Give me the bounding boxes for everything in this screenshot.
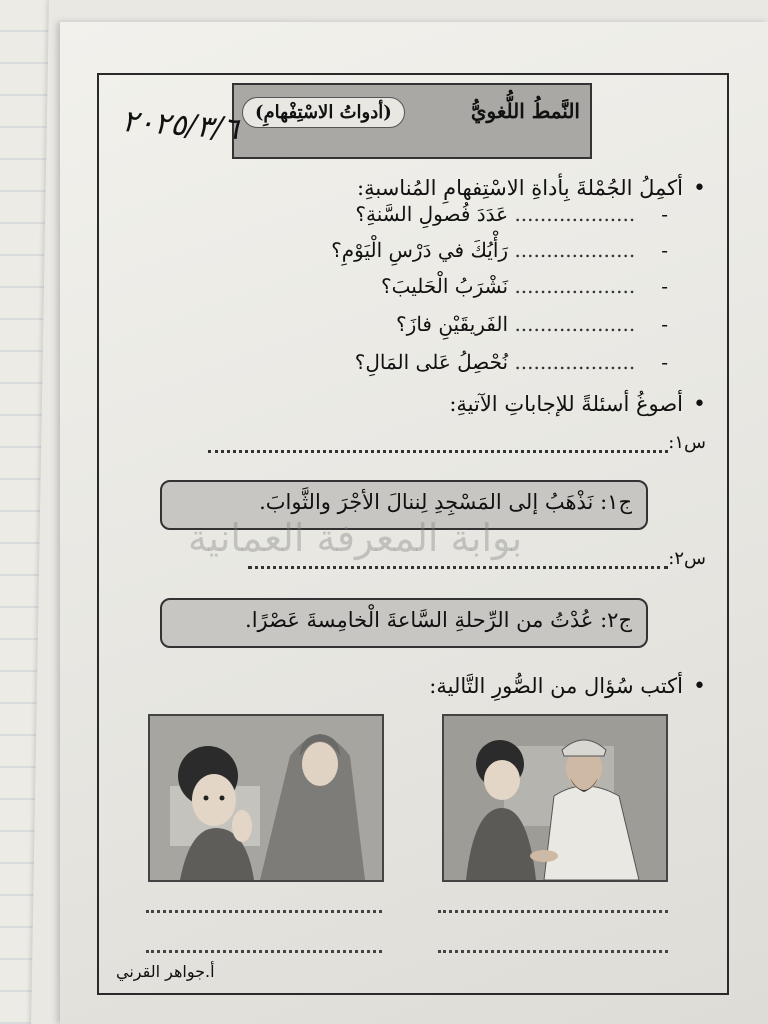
question2-label: س٢: bbox=[668, 548, 706, 569]
boy-and-grandfather-illustration bbox=[444, 716, 666, 880]
bullet: • bbox=[693, 176, 706, 201]
boy-and-mother-illustration bbox=[150, 716, 382, 880]
question1-label: س١: bbox=[668, 432, 706, 453]
answer2-text: ج٢: عُدْتُ من الرِّحلةِ السَّاعةَ الْخامِسةَ عَصْرًا. bbox=[245, 608, 632, 632]
blank: ................... bbox=[514, 274, 636, 298]
question2-blank[interactable] bbox=[248, 548, 668, 569]
item-text: عَدَدَ فُصولِ السَّنةِ؟ bbox=[355, 202, 509, 226]
item-text: نَشْرَبُ الْحَليبَ؟ bbox=[380, 274, 509, 298]
answer2-box bbox=[160, 598, 648, 648]
blank: ................... bbox=[514, 350, 636, 374]
item-text: الفَريقَيْنِ فازَ؟ bbox=[396, 312, 509, 336]
item-text: نُحْصِلُ عَلى المَالِ؟ bbox=[354, 350, 509, 374]
answer-line-right-2[interactable] bbox=[438, 948, 668, 953]
teacher-signature: أ.جواهر القرني bbox=[116, 962, 215, 981]
handwritten-date: ٢٠٢٥/٣/٦ bbox=[120, 103, 240, 148]
question1-blank[interactable] bbox=[208, 432, 668, 453]
blank: ................... bbox=[514, 312, 636, 336]
section2-heading-text: أصوغُ أسئلةً للإجاباتِ الآتيةِ: bbox=[449, 392, 684, 416]
list-item: -................... نَشْرَبُ الْحَليبَ؟ bbox=[380, 274, 668, 298]
title-main: النَّمطُ اللُّغويُّ bbox=[470, 99, 580, 123]
section1-heading-text: أكمِلُ الجُمْلةَ بِأداةِ الاسْتِفهامِ المُناسبةِ: bbox=[357, 176, 684, 200]
section1-heading bbox=[357, 176, 706, 201]
photo-boy-and-mother bbox=[148, 714, 384, 882]
section3-heading bbox=[429, 674, 706, 699]
question1-line bbox=[208, 432, 706, 453]
answer-line-left-2[interactable] bbox=[146, 948, 382, 953]
blank: ................... bbox=[514, 202, 636, 226]
photo-boy-and-grandfather bbox=[442, 714, 668, 882]
list-item: -................... الفَريقَيْنِ فازَ؟ bbox=[396, 312, 668, 336]
title-topic: (أدواتُ الاسْتِفْهامِ) bbox=[242, 97, 405, 128]
list-item: -................... نُحْصِلُ عَلى المَالِ؟ bbox=[354, 350, 668, 374]
watermark: بوابة المعرفة العمانية bbox=[188, 516, 523, 560]
title-box bbox=[232, 83, 592, 159]
blank: ................... bbox=[514, 238, 636, 262]
question2-line bbox=[248, 548, 706, 569]
list-item: -................... عَدَدَ فُصولِ السَّنةِ؟ bbox=[355, 202, 668, 226]
section2-heading bbox=[449, 392, 706, 417]
section3-heading-text: أكتب سُؤال من الصُّورِ التَّالية: bbox=[429, 674, 684, 698]
answer-line-left-1[interactable] bbox=[146, 908, 382, 913]
answer1-text: ج١: نَذْهَبُ إلى المَسْجِدِ لِننالَ الأجْرَ والثَّوابَ. bbox=[259, 490, 632, 514]
item-text: رَأْيُكَ في دَرْسِ الْيَوْمِ؟ bbox=[331, 238, 509, 262]
list-item: -................... رَأْيُكَ في دَرْسِ الْيَوْمِ؟ bbox=[331, 238, 668, 262]
answer-line-right-1[interactable] bbox=[438, 908, 668, 913]
bullet: • bbox=[693, 392, 706, 417]
bullet: • bbox=[693, 674, 706, 699]
